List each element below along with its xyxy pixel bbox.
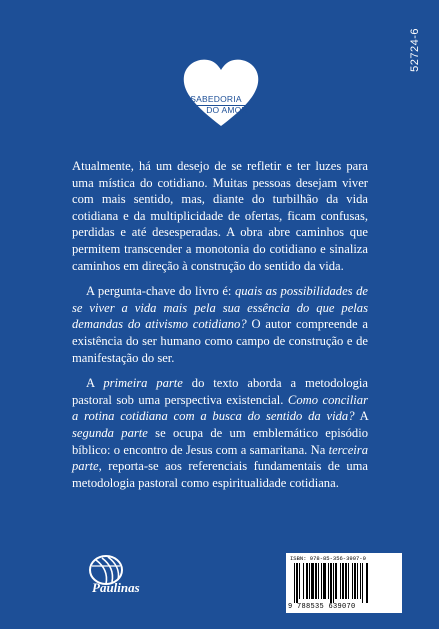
- text-segment: , reporta-se aos referenciais fundamentais de uma metodologia pastoral como espiritualidade cotidiana.: [72, 459, 368, 490]
- barcode-bar: [330, 563, 332, 603]
- barcode-bar: [323, 563, 326, 599]
- barcode-bar: [299, 563, 300, 599]
- synopsis-paragraph: [72, 375, 368, 491]
- heart-icon: [182, 58, 260, 128]
- catalog-code: 52724-6: [409, 28, 421, 72]
- text-segment: A: [86, 376, 104, 391]
- italic-text: terceira parte: [72, 442, 368, 474]
- barcode-bar: [303, 563, 304, 599]
- barcode-bar: [318, 563, 319, 599]
- text-segment: do texto aborda a metodologia pastoral sob uma perspectiva existencial.: [72, 376, 369, 407]
- isbn-barcode: [286, 553, 402, 613]
- barcode-bar: [357, 563, 358, 599]
- barcode-bar: [315, 563, 317, 599]
- isbn-number: ISBN: 978-85-356-3907-0: [290, 555, 366, 562]
- italic-text: quais as possibilidades de se viver a vida mais pela sua essência do que pelas demandas do ativismo cotidiano?: [72, 284, 369, 332]
- text-segment: O autor compreende a existência do ser humano como campo de construção e de manifestação do ser.: [72, 317, 368, 365]
- barcode-bar: [335, 563, 337, 599]
- barcode-bar: [296, 563, 298, 603]
- barcode-bar: [340, 563, 341, 599]
- italic-text: segunda parte: [72, 425, 148, 440]
- barcode-bar: [309, 563, 310, 599]
- barcode-bar: [294, 563, 295, 603]
- synopsis-paragraph: [72, 158, 368, 274]
- barcode-bar: [345, 563, 347, 599]
- barcode-bar: [366, 563, 368, 603]
- italic-text: Como conciliar a rotina cotidiana com a busca do sentido da vida?: [72, 392, 368, 424]
- logo-text-line1: SABEDORIA: [186, 94, 246, 106]
- barcode-bar: [354, 563, 356, 599]
- barcode-digits: 9 788535 639070: [288, 603, 356, 611]
- barcode-bar: [362, 563, 363, 603]
- synopsis-paragraph: [72, 283, 368, 366]
- text-segment: A pergunta-chave do livro é:: [86, 284, 235, 299]
- barcode-bar: [352, 563, 353, 599]
- logo-text-line2: DO AMOR: [206, 105, 248, 115]
- barcode-bar: [348, 563, 349, 599]
- barcode-bar: [342, 563, 344, 599]
- barcode-bar: [333, 563, 334, 603]
- barcode-bar: [328, 563, 329, 599]
- italic-text: primeira parte: [103, 376, 183, 391]
- synopsis-text: [72, 158, 368, 500]
- text-segment: Atualmente, há um desejo de se refletir e ter luzes para uma mística do cotidiano. Muitas pessoas desejam viver com mais sentido, mas, diante do turbilhão da vida cotidiana e da multiplicidade de ofertas, ficam confusas, perdidas e até desesperadas. A obra abre caminhos que permitem transcender a monotonia do cotidiano e sinaliza caminhos em direção à construção do sentido da vida.: [72, 159, 368, 273]
- collection-logo: [182, 58, 260, 128]
- barcode-bar: [306, 563, 308, 599]
- text-segment: se ocupa de um emblemático episódio bíblico: o encontro de Jesus com a samaritana. Na: [72, 425, 368, 457]
- text-segment: A: [354, 409, 368, 424]
- barcode-bars: [294, 563, 394, 603]
- barcode-bar: [321, 563, 322, 599]
- barcode-bar: [360, 563, 361, 599]
- publisher-name: Paulinas: [92, 580, 140, 595]
- barcode-bar: [311, 563, 314, 599]
- publisher-logo: [76, 552, 146, 602]
